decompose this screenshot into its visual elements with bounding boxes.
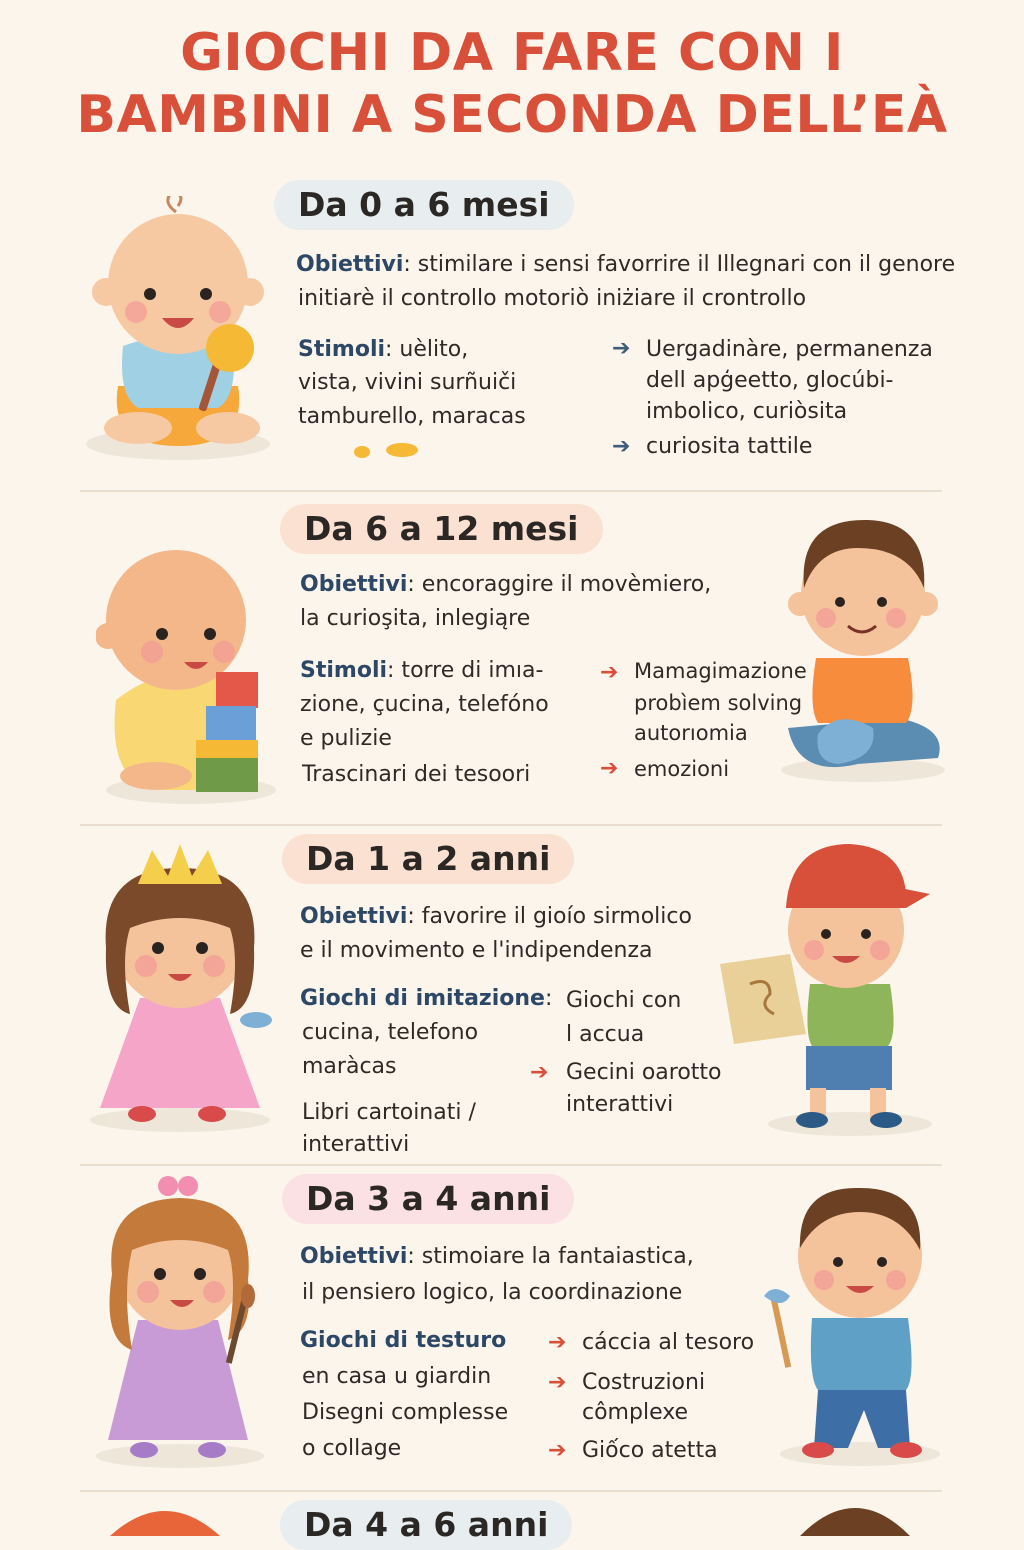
stimuli-label: Stimoli [298,337,386,362]
games-text: Libri cartoinati / [302,1100,476,1125]
age-heading-0-6-months: Da 0 a 6 mesi [274,180,574,230]
age-heading-4-6-years: Da 4 a 6 anni [280,1500,572,1550]
result-item: cômplexe [582,1400,689,1425]
stimuli-text-4: Trascinari dei tesoori [302,762,531,787]
objectives-label: Obiettivi [296,252,404,277]
games-text: interattivi [302,1132,410,1157]
age-heading-3-4-years: Da 3 a 4 anni [282,1174,574,1224]
objectives-label: Obiettivi [300,904,408,929]
title-line-1: GIOCHI DA FARE CON I [180,23,844,83]
games-label-line: Giochi di imitazione: [300,986,553,1011]
objectives-text: Obiettivi: favorire il gioío sirmolico [300,904,692,929]
child-head-partial-illustration [800,1502,910,1536]
result-item: imbolico, curiòsita [646,399,848,424]
result-item: Uergadinàre, permanenza [646,337,933,362]
age-heading-6-12-months: Da 6 a 12 mesi [280,504,603,554]
result-item: autorıomia [634,721,748,745]
stimuli-label: Stimoli [300,658,388,683]
result-item: interattivi [566,1092,674,1117]
objectives-label: Obiettivi [300,1244,408,1269]
stimuli-text: Stimoli: torre di imıa- [300,658,544,683]
result-item: Costruzioni [582,1370,706,1395]
result-item: Giốco atetta [582,1438,718,1463]
result-item: Gecini oarotto [566,1060,722,1085]
games-text: maràcas [302,1054,397,1079]
arrow-right-icon: ➔ [530,1060,549,1085]
result-item: l accua [566,1022,645,1047]
result-item: Giochi con [566,988,682,1013]
result-item: Mamagimazione [634,659,807,683]
result-item: emozioni [634,757,730,781]
games-text: o collage [302,1436,402,1461]
objectives-text: Obiettivi: encoraggire il movèmiero, [300,572,712,597]
child-head-partial-illustration [110,1506,220,1536]
objectives-text: Obiettivi: stimoiare la fantaiastica, [300,1244,694,1269]
objectives-text-2: la curioşita, inlegiąre [300,606,531,631]
stimuli-text-3: tamburello, maracas [298,404,526,429]
stimuli-text: Stimoli: uèlito, [298,337,469,362]
arrow-right-icon: ➔ [612,434,631,459]
arrow-right-icon: ➔ [548,1370,567,1395]
arrow-right-icon: ➔ [600,660,619,685]
stimuli-text-2: vista, vivini surñuiči [298,370,517,395]
title-line-2: BAMBINI A SECONDA DELL’EÀ [76,85,948,145]
result-item: dell apģeetto, glocúbi- [646,368,894,393]
stimuli-text-3: e pulizie [300,726,392,751]
games-label: Giochi di imitazione [300,986,545,1011]
games-text: Disegni complesse [302,1400,509,1425]
objectives-text-2: il pensiero logico, la coordinazione [302,1280,683,1305]
arrow-right-icon: ➔ [612,336,631,361]
objectives-text-2: e il movimento e l'indipendenza [300,938,653,963]
arrow-right-icon: ➔ [600,756,619,781]
result-item: probìem solving [634,691,803,715]
age-heading-1-2-years: Da 1 a 2 anni [282,834,574,884]
objectives-text-2: initiarè il controllo motoriò iniżiare il crontrollo [298,286,807,311]
result-item: curiosita tattile [646,434,813,459]
games-text: cucina, telefono [302,1020,479,1045]
stimuli-text-2: zione, çucina, telefóno [300,692,549,717]
games-label: Giochi di testuro [300,1328,507,1353]
games-text: en casa u giardin [302,1364,492,1389]
objectives-text: Obiettivi: stimilare i sensi favorrire il Illegnari con il genore [296,252,956,277]
result-item: cáccia al tesoro [582,1330,755,1355]
objectives-label: Obiettivi [300,572,408,597]
arrow-right-icon: ➔ [548,1438,567,1463]
arrow-right-icon: ➔ [548,1330,567,1355]
